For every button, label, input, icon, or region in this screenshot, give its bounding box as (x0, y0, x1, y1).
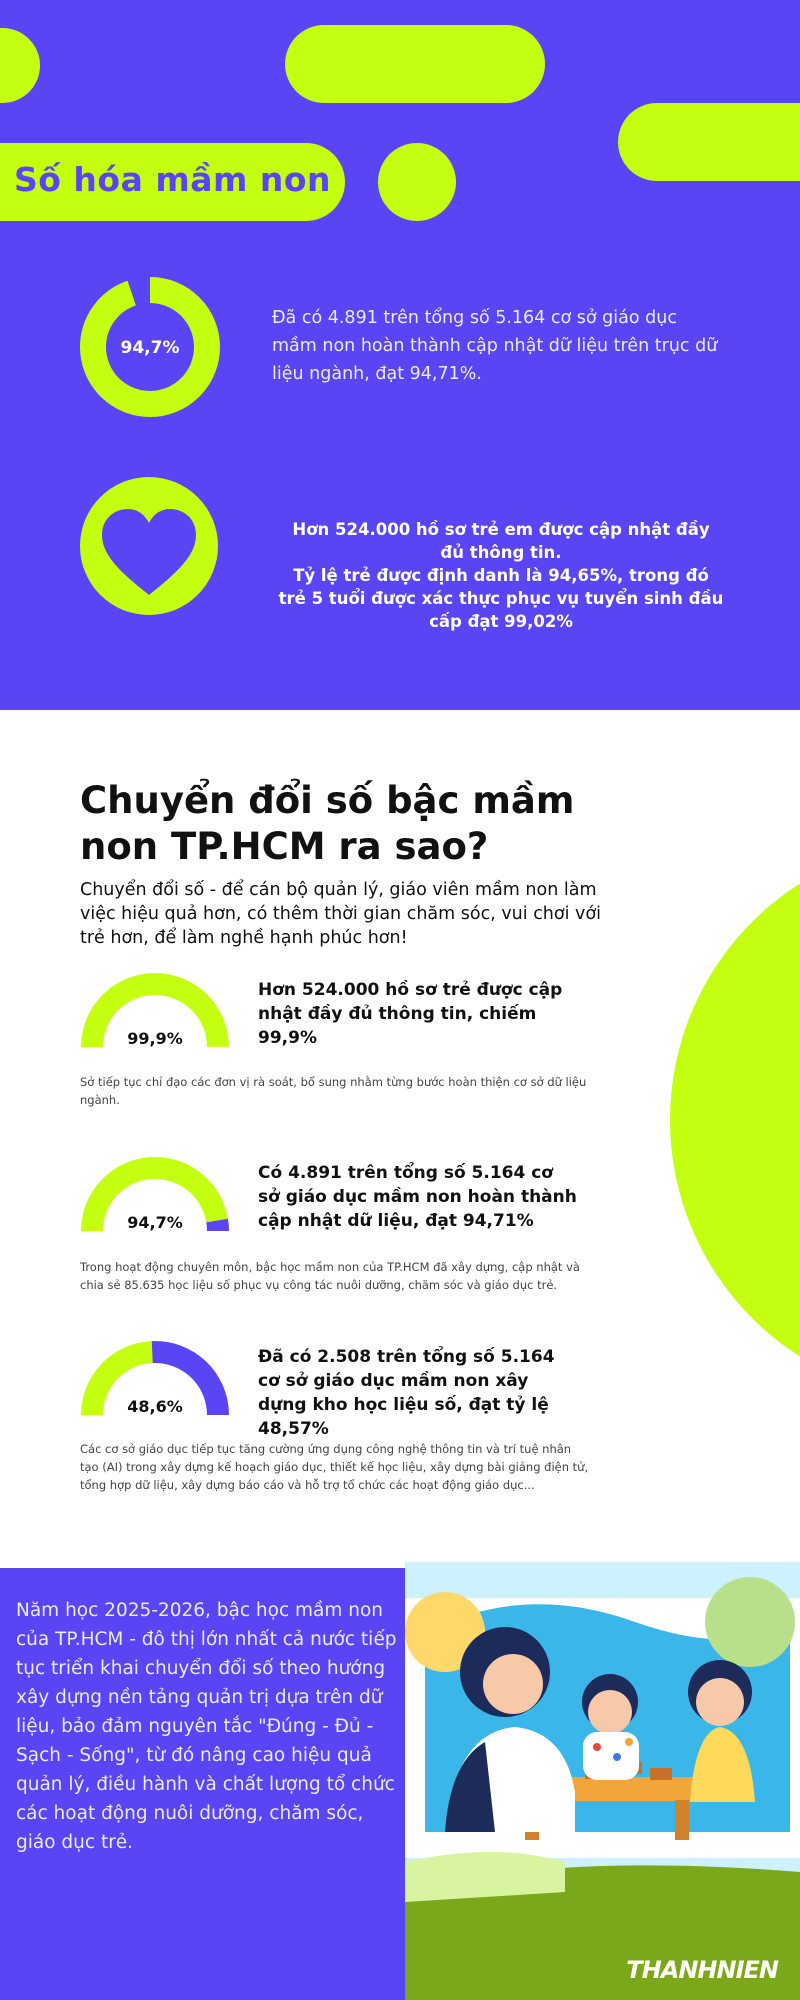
bottom-text: Năm học 2025-2026, bậc học mầm non của TP.HCM - đô thị lớn nhất cả nước tiếp tục triển khai chuyển đổi số theo hướng xây dựng nền tảng quản trị dựa trên dữ liệu, bảo đảm nguyên tắc "Đúng - Đủ - Sạch - Sống", từ đó nâng cao hiệu quả quản lý, điều hành và chất lượng tổ chức các hoạt động nuôi dưỡng, chăm sóc, giáo dục trẻ. (16, 1600, 397, 1853)
donut-label: 94,7% (120, 338, 180, 358)
section-title: Chuyển đổi số bậc mầm non TP.HCM ra sao? (80, 779, 575, 868)
hero-section (0, 0, 800, 710)
stat2-line2: Tỷ lệ trẻ được định danh là 94,65%, trong đó trẻ 5 tuổi được xác thực phục vụ tuyển sinh đầu cấp đạt 99,02% (278, 566, 724, 631)
gauge-label: 94,7% (127, 1213, 183, 1232)
decor-pill-top (285, 25, 545, 103)
brand-logo: THANHNIEN (626, 1956, 778, 1984)
gauge-headline: Đã có 2.508 trên tổng số 5.164 cơ sở giáo dục mầm non xây dựng kho học liệu số, đạt tỷ lệ 48,57% (258, 1347, 555, 1439)
section-subtitle: Chuyển đổi số - để cán bộ quản lý, giáo viên mầm non làm việc hiệu quả hơn, có thêm thời gian chăm sóc, vui chơi với trẻ hơn, để làm nghề hạnh phúc hơn! (80, 880, 601, 948)
stat1-text: Đã có 4.891 trên tổng số 5.164 cơ sở giáo dục mầm non hoàn thành cập nhật dữ liệu trên trục dữ liệu ngành, đạt 94,71%. (272, 308, 718, 384)
decor-pill-right (618, 103, 800, 181)
gauge-label: 48,6% (127, 1397, 183, 1416)
gauge-chart (80, 1156, 230, 1234)
gauge-label: 99,9% (127, 1029, 183, 1048)
heart-icon (80, 477, 218, 615)
gauge-note: Trong hoạt động chuyên môn, bậc học mầm non của TP.HCM đã xây dựng, cập nhật và chia sẻ 85.635 học liệu số phục vụ công tác nuôi dưỡng, chăm sóc và giáo dục trẻ. (80, 1260, 580, 1292)
gauge-note: Sở tiếp tục chỉ đạo các đơn vị rà soát, bổ sung nhằm từng bước hoàn thiện cơ sở dữ liệu ngành. (80, 1075, 587, 1107)
gauge-headline: Có 4.891 trên tổng số 5.164 cơ sở giáo dục mầm non hoàn thành cập nhật dữ liệu, đạt 94,71% (258, 1163, 577, 1231)
gauge-chart (80, 1340, 230, 1418)
gauge-chart (80, 972, 230, 1050)
stat2-line1: Hơn 524.000 hồ sơ trẻ em được cập nhật đầy đủ thông tin. (292, 520, 710, 562)
decor-half-circle-left (0, 28, 40, 103)
heart-badge (80, 477, 218, 615)
decor-big-circle (670, 840, 800, 1400)
teacher-children-illustration (405, 1562, 800, 2000)
hero-title: Số hóa mầm non (14, 160, 332, 199)
illustration-art (405, 1562, 800, 2000)
donut-chart (80, 277, 220, 417)
gauge-headline: Hơn 524.000 hồ sơ trẻ được cập nhật đầy đủ thông tin, chiếm 99,9% (258, 980, 563, 1048)
gauge-note: Các cơ sở giáo dục tiếp tục tăng cường ứng dụng công nghệ thông tin và trí tuệ nhân tạo (AI) trong xây dựng kế hoạch giáo dục, thiết kế học liệu, xây dựng bài giảng điện tử, tổng hợp dữ liệu, xây dựng báo cáo và hỗ trợ tổ chức các hoạt động giáo dục... (80, 1442, 589, 1492)
decor-circle (378, 143, 456, 221)
